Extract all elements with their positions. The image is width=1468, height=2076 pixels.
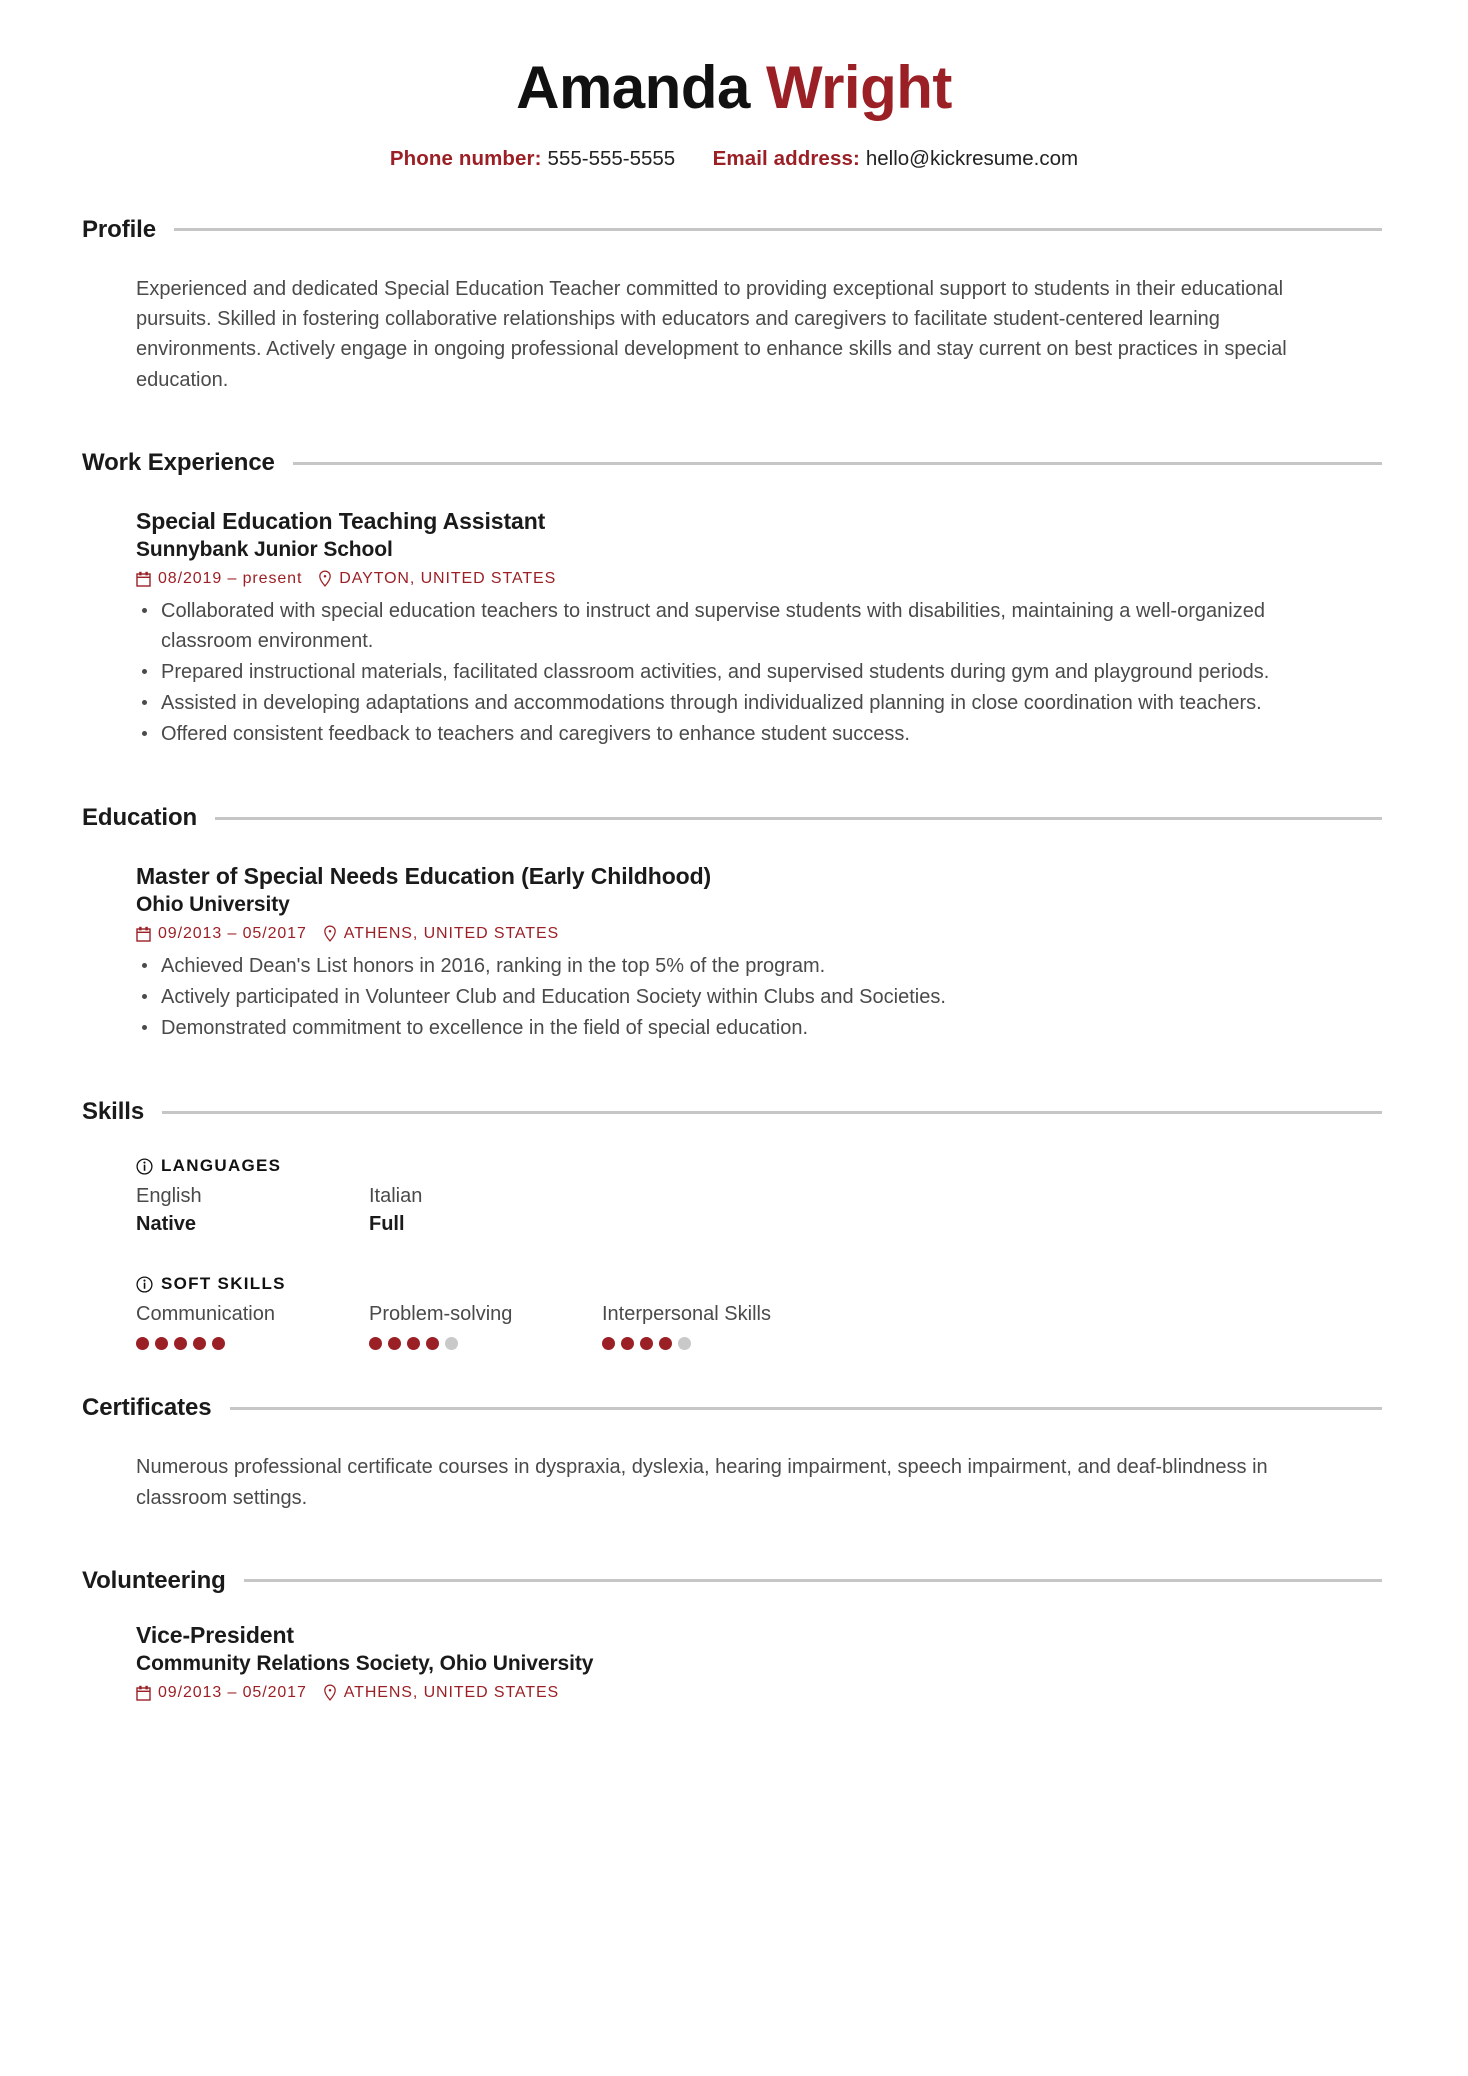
section-skills bbox=[0, 1098, 1468, 1350]
section-certificates-title: Certificates bbox=[82, 1394, 212, 1422]
skill-level: Full bbox=[369, 1213, 405, 1236]
candidate-name bbox=[0, 56, 1468, 119]
skill-rating-dots bbox=[369, 1337, 602, 1350]
list-item: Prepared instructional materials, facilitated classroom activities, and supervised students during gym and playground periods. bbox=[136, 657, 1351, 687]
rating-dot-filled bbox=[193, 1337, 206, 1350]
rating-dot-empty bbox=[678, 1337, 691, 1350]
section-volunteering bbox=[0, 1567, 1468, 1702]
calendar-icon bbox=[136, 571, 151, 587]
section-skills-body bbox=[0, 1156, 1468, 1350]
section-work-experience-title: Work Experience bbox=[82, 449, 275, 477]
section-rule bbox=[162, 1111, 1382, 1114]
candidate-last-name: Wright bbox=[766, 54, 952, 121]
phone-contact bbox=[390, 147, 681, 170]
skill-rating-dots bbox=[136, 1337, 369, 1350]
work-entry-position: Special Education Teaching Assistant bbox=[136, 508, 546, 535]
rating-dot-filled bbox=[212, 1337, 225, 1350]
section-education-header bbox=[0, 804, 1468, 832]
work-entry-location bbox=[318, 570, 556, 588]
volunteering-entry-location bbox=[323, 1684, 559, 1702]
skill-name: Communication bbox=[136, 1303, 275, 1326]
volunteering-entry-position: Vice-President bbox=[136, 1621, 294, 1648]
education-entry-date-text: 09/2013 – 05/2017 bbox=[158, 925, 307, 943]
skill-group-languages-columns bbox=[136, 1183, 1372, 1238]
list-item: Assisted in developing adaptations and accommodations through individualized planning in close coordination with teachers. bbox=[136, 688, 1351, 718]
section-education bbox=[0, 804, 1468, 1043]
skill-name: Italian bbox=[369, 1185, 423, 1208]
skill-group-soft-skills bbox=[136, 1274, 1372, 1350]
skill-group-languages bbox=[136, 1156, 1372, 1238]
skill-name: English bbox=[136, 1185, 202, 1208]
location-pin-icon bbox=[318, 570, 332, 588]
education-entry-bullets bbox=[136, 951, 1372, 1043]
calendar-icon bbox=[136, 926, 151, 942]
rating-dot-filled bbox=[174, 1337, 187, 1350]
rating-dot-filled bbox=[155, 1337, 168, 1350]
rating-dot-empty bbox=[445, 1337, 458, 1350]
rating-dot-filled bbox=[426, 1337, 439, 1350]
location-pin-icon bbox=[323, 925, 337, 943]
volunteering-entry-meta bbox=[136, 1684, 1372, 1702]
skill-group-soft-skills-header bbox=[136, 1274, 1372, 1294]
section-skills-title: Skills bbox=[82, 1098, 145, 1126]
skill-item bbox=[369, 1301, 602, 1350]
volunteering-entry-organization: Community Relations Society, Ohio University bbox=[136, 1651, 594, 1675]
section-profile-title: Profile bbox=[82, 215, 156, 243]
email-contact bbox=[713, 147, 1078, 170]
work-entry-date bbox=[136, 570, 302, 588]
section-certificates bbox=[0, 1394, 1468, 1513]
section-rule bbox=[230, 1407, 1382, 1410]
volunteering-entry-location-text: ATHENS, UNITED STATES bbox=[343, 1683, 560, 1701]
candidate-first-name: Amanda bbox=[516, 54, 750, 121]
section-profile-header bbox=[0, 216, 1468, 244]
contact-line bbox=[0, 147, 1468, 172]
section-education-title: Education bbox=[82, 804, 198, 832]
education-entry-date bbox=[136, 925, 307, 943]
rating-dot-filled bbox=[388, 1337, 401, 1350]
phone-label: Phone number: bbox=[389, 147, 542, 170]
work-entry-bullets bbox=[136, 596, 1372, 749]
rating-dot-filled bbox=[136, 1337, 149, 1350]
skill-name: Problem-solving bbox=[369, 1303, 513, 1326]
section-volunteering-title: Volunteering bbox=[82, 1566, 226, 1594]
section-education-body bbox=[0, 862, 1468, 1043]
skill-group-languages-label: LANGUAGES bbox=[161, 1156, 282, 1176]
list-item: Achieved Dean's List honors in 2016, ranking in the top 5% of the program. bbox=[136, 951, 1351, 981]
section-skills-header bbox=[0, 1098, 1468, 1126]
section-work-experience-header bbox=[0, 449, 1468, 477]
section-rule bbox=[215, 817, 1382, 820]
section-work-experience-body bbox=[0, 507, 1468, 749]
list-item: Actively participated in Volunteer Club and Education Society within Clubs and Societies. bbox=[136, 982, 1351, 1012]
work-entry-date-text: 08/2019 – present bbox=[158, 570, 303, 588]
section-volunteering-body bbox=[0, 1621, 1468, 1702]
education-entry bbox=[136, 862, 1372, 1043]
calendar-icon bbox=[136, 1685, 151, 1701]
section-profile bbox=[0, 216, 1468, 396]
education-entry-organization: Ohio University bbox=[136, 892, 290, 916]
skill-item bbox=[136, 1183, 369, 1238]
section-work-experience bbox=[0, 449, 1468, 749]
section-volunteering-header bbox=[0, 1567, 1468, 1595]
section-certificates-header bbox=[0, 1394, 1468, 1422]
rating-dot-filled bbox=[602, 1337, 615, 1350]
skill-level: Native bbox=[136, 1213, 197, 1236]
skill-item bbox=[602, 1301, 835, 1350]
info-circle-icon bbox=[136, 1158, 153, 1175]
education-entry-degree: Master of Special Needs Education (Early Childhood) bbox=[136, 863, 712, 890]
certificates-text: Numerous professional certificate courses in dyspraxia, dyslexia, hearing impairment, speech impairment, and deaf-blindness in classroom settings. bbox=[136, 1456, 1268, 1509]
skill-group-soft-skills-label: SOFT SKILLS bbox=[161, 1274, 286, 1294]
volunteering-entry bbox=[136, 1621, 1372, 1702]
info-circle-icon bbox=[136, 1276, 153, 1293]
skill-group-soft-skills-columns bbox=[136, 1301, 1372, 1350]
email-value: hello@kickresume.com bbox=[865, 147, 1079, 170]
section-rule bbox=[293, 462, 1382, 465]
education-entry-location bbox=[323, 925, 559, 943]
skill-item bbox=[369, 1183, 602, 1238]
skill-name: Interpersonal Skills bbox=[602, 1303, 771, 1326]
work-entry-location-text: DAYTON, UNITED STATES bbox=[339, 570, 557, 588]
rating-dot-filled bbox=[407, 1337, 420, 1350]
rating-dot-filled bbox=[369, 1337, 382, 1350]
list-item: Demonstrated commitment to excellence in the field of special education. bbox=[136, 1013, 1351, 1043]
list-item: Collaborated with special education teachers to instruct and supervise students with disabilities, maintaining a well-organized classroom environment. bbox=[136, 596, 1351, 656]
phone-value: 555-555-5555 bbox=[547, 147, 676, 170]
skill-rating-dots bbox=[602, 1337, 835, 1350]
work-entry bbox=[136, 507, 1372, 749]
list-item: Offered consistent feedback to teachers and caregivers to enhance student success. bbox=[136, 719, 1351, 749]
volunteering-entry-date bbox=[136, 1684, 307, 1702]
education-entry-meta bbox=[136, 925, 1372, 943]
rating-dot-filled bbox=[659, 1337, 672, 1350]
rating-dot-filled bbox=[640, 1337, 653, 1350]
volunteering-entry-date-text: 09/2013 – 05/2017 bbox=[158, 1683, 307, 1701]
profile-text: Experienced and dedicated Special Education Teacher committed to providing exceptional support to students in their educational pursuits. Skilled in fostering collaborative relationships with educators and caregivers to facilitate student-centered learning environments. Actively engage in ongoing professional development to enhance skills and stay current on best practices in special education. bbox=[136, 277, 1287, 391]
rating-dot-filled bbox=[621, 1337, 634, 1350]
work-entry-organization: Sunnybank Junior School bbox=[136, 537, 393, 561]
work-entry-meta bbox=[136, 570, 1372, 588]
section-rule bbox=[244, 1579, 1382, 1582]
skill-group-languages-header bbox=[136, 1156, 1372, 1176]
section-rule bbox=[174, 228, 1382, 231]
skill-item bbox=[136, 1301, 369, 1350]
education-entry-location-text: ATHENS, UNITED STATES bbox=[343, 925, 560, 943]
section-profile-body bbox=[0, 274, 1468, 396]
location-pin-icon bbox=[323, 1684, 337, 1702]
email-label: Email address: bbox=[712, 147, 860, 170]
resume-header bbox=[0, 0, 1468, 172]
section-certificates-body bbox=[0, 1452, 1468, 1513]
